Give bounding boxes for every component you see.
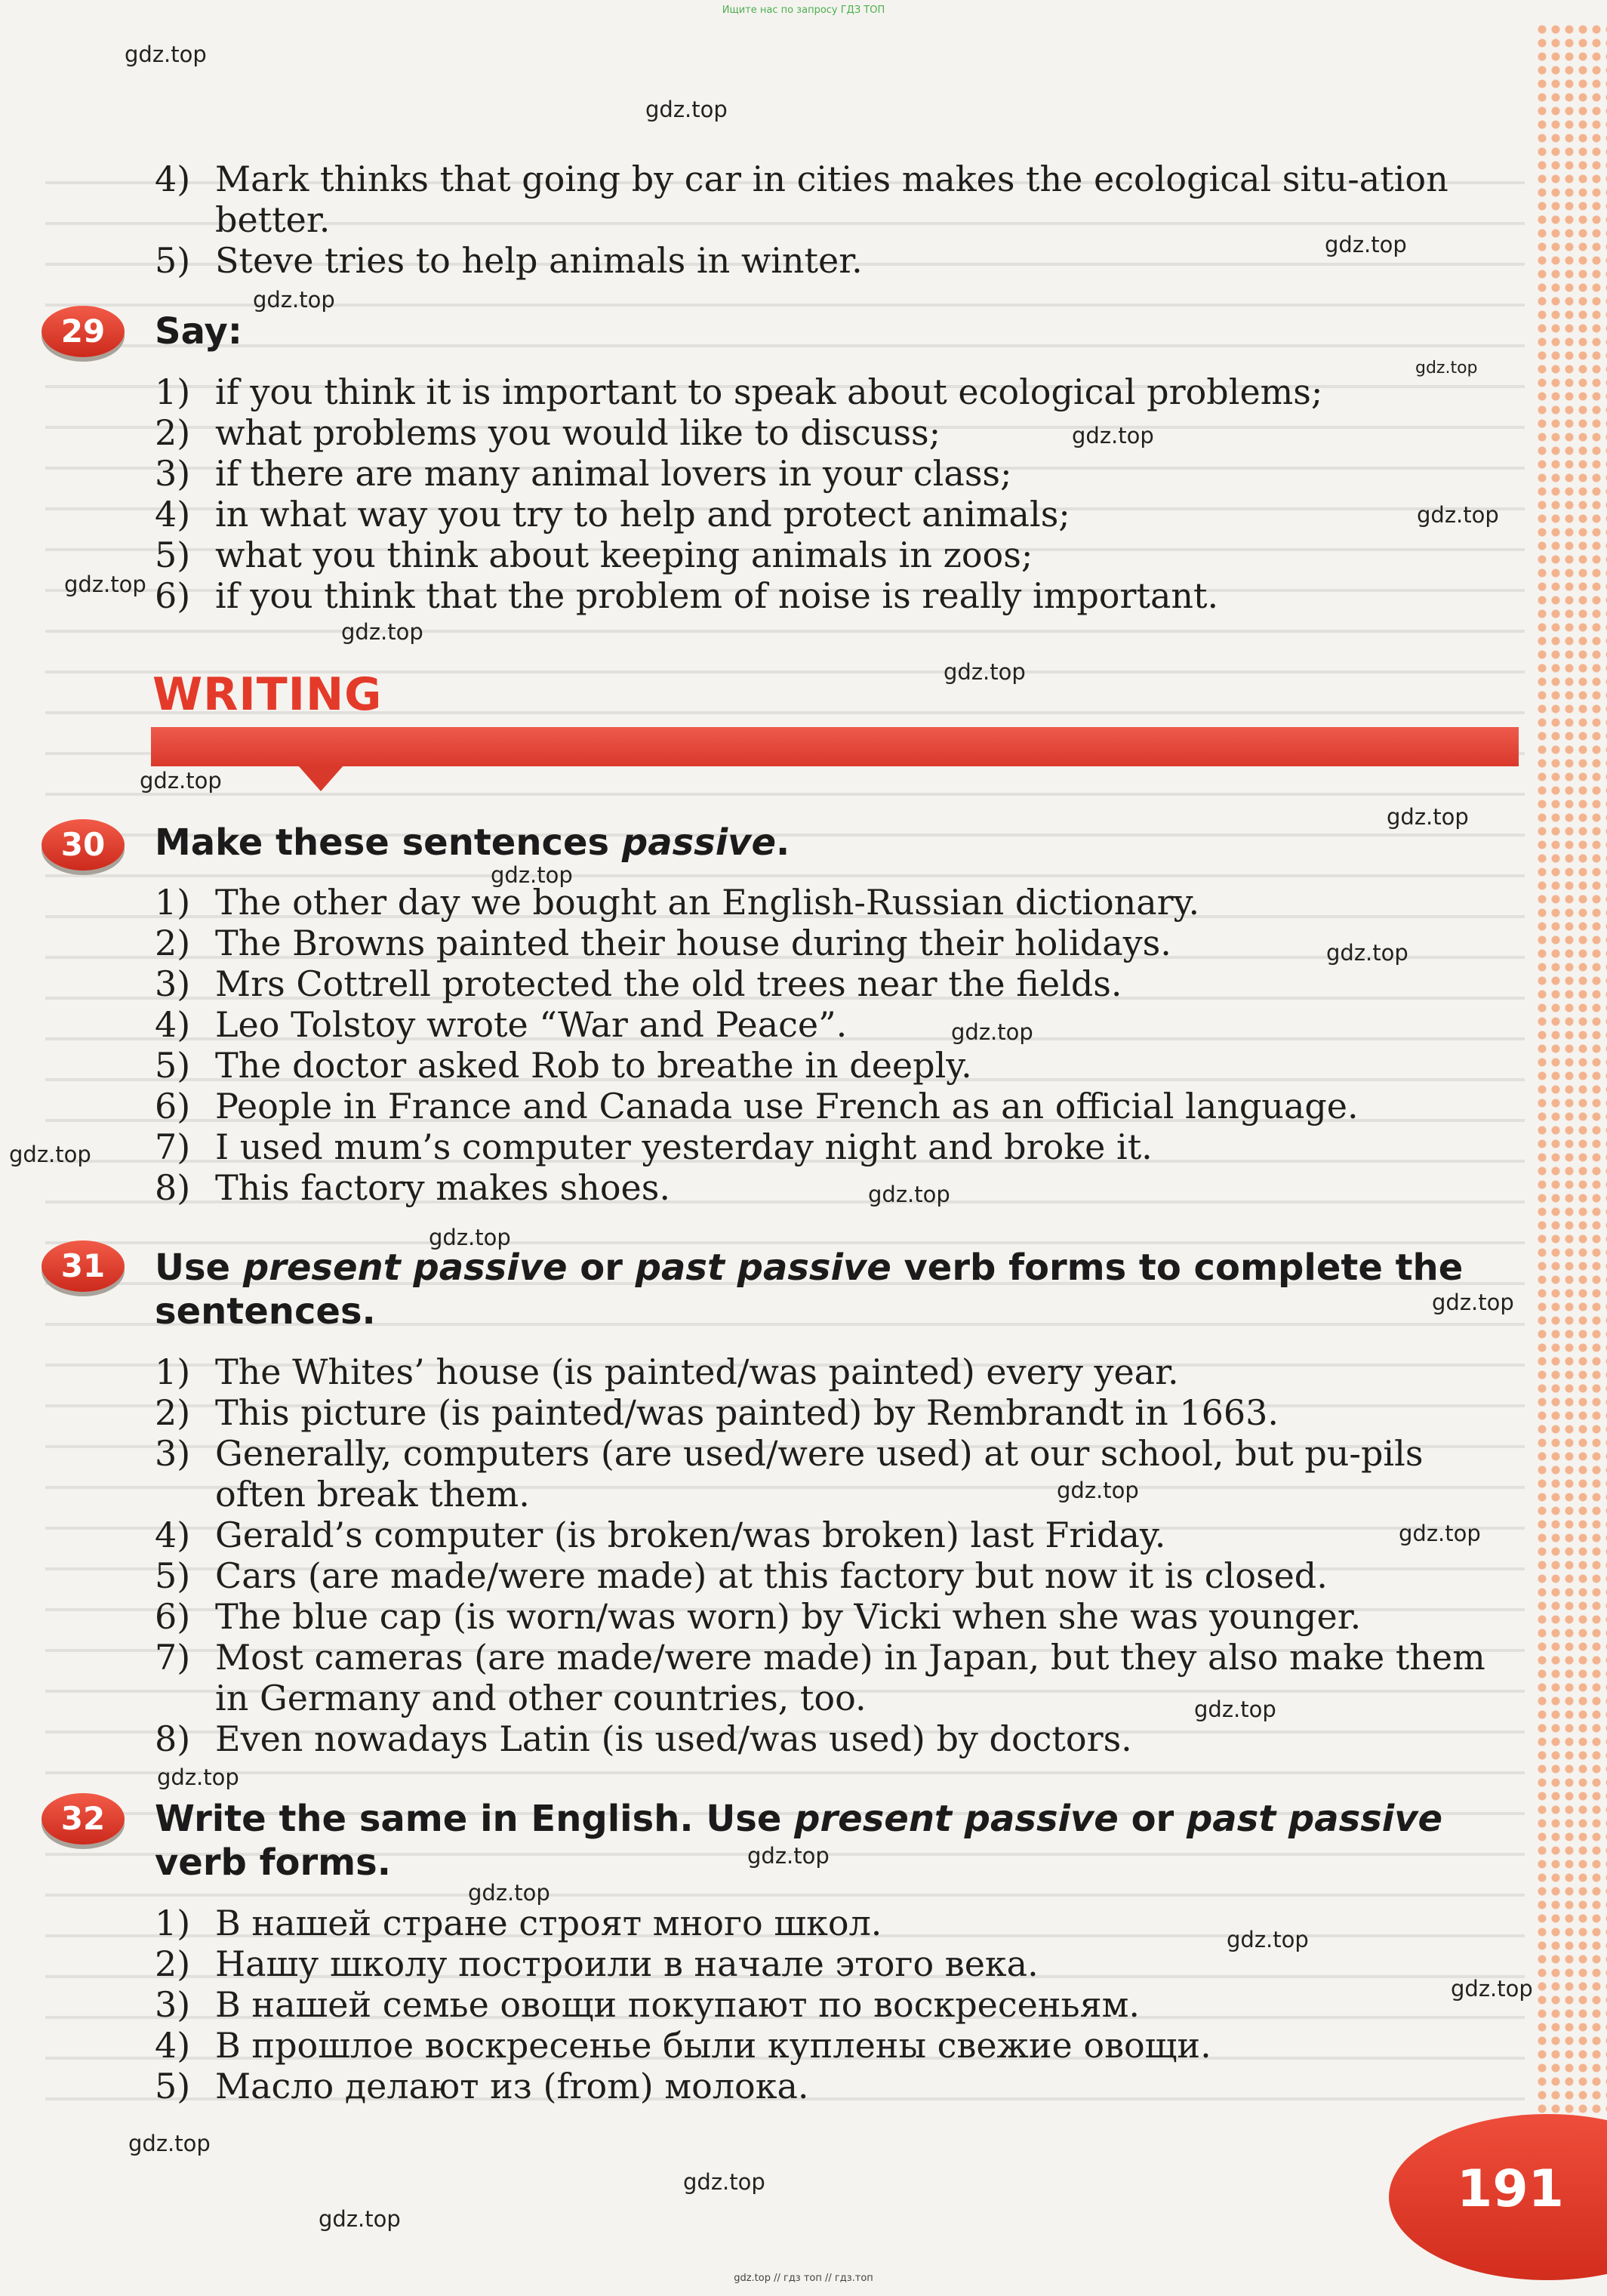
page-number: 191	[1457, 2159, 1564, 2219]
watermark: gdz.top	[341, 619, 423, 645]
watermark: gdz.top	[253, 287, 335, 313]
section-title: WRITING	[152, 668, 383, 721]
exercise-number-badge: 32	[42, 1793, 125, 1845]
exercise-heading: Say:	[155, 310, 242, 353]
writing-section-bar	[151, 727, 1519, 766]
watermark: gdz.top	[645, 97, 728, 122]
writing-section-pointer	[298, 766, 343, 791]
list-item: 2) The Browns painted their house during their holidays.	[155, 923, 1171, 963]
dotted-margin-decoration	[1535, 23, 1607, 2114]
list-item: 5) Steve tries to help animals in winter.	[155, 240, 863, 281]
watermark: gdz.top	[1227, 1927, 1309, 1952]
list-item: 1) The other day we bought an English-Russian dictionary.	[155, 882, 1200, 923]
list-item: 8) This factory makes shoes.	[155, 1167, 670, 1208]
list-item: 4) Mark thinks that going by car in cities makes the ecological situ-ation better.	[155, 159, 1448, 240]
watermark: gdz.top	[1326, 940, 1408, 966]
list-item: 1) The Whites’ house (is painted/was painted) every year.	[155, 1351, 1179, 1392]
watermark: gdz.top	[64, 572, 146, 597]
list-item: 4) Leo Tolstoy wrote “War and Peace”.	[155, 1004, 848, 1045]
list-item: 1) if you think it is important to speak about ecological problems;	[155, 371, 1323, 412]
watermark: gdz.top	[491, 862, 573, 888]
watermark: gdz.top	[868, 1182, 950, 1207]
list-item: 5) what you think about keeping animals in zoos;	[155, 535, 1033, 575]
watermark: gdz.top	[1387, 804, 1469, 830]
list-item: 7) Most cameras (are made/were made) in Japan, but they also make them in Germany and other countries, too.	[155, 1637, 1485, 1718]
watermark: gdz.top	[683, 2169, 765, 2195]
list-item: 2) what problems you would like to discuss;	[155, 412, 941, 453]
watermark: gdz.top	[747, 1843, 830, 1869]
list-item: 6) The blue cap (is worn/was worn) by Vicki when she was younger.	[155, 1596, 1362, 1637]
list-item: 1) В нашей стране строят много школ.	[155, 1903, 882, 1943]
list-item: 3) В нашей семье овощи покупают по воскресеньям.	[155, 1984, 1140, 2025]
watermark: gdz.top	[319, 2206, 401, 2232]
list-item: 8) Even nowadays Latin (is used/was used) by doctors.	[155, 1718, 1132, 1759]
exercise-30-list	[155, 882, 1521, 1208]
list-item: 4) В прошлое воскресенье были куплены свежие овощи.	[155, 2025, 1211, 2066]
list-item: 2) This picture (is painted/was painted) by Rembrandt in 1663.	[155, 1392, 1279, 1433]
watermark: gdz.top	[140, 768, 222, 794]
watermark: gdz.top	[125, 42, 207, 67]
list-item: 3) Mrs Cottrell protected the old trees near the fields.	[155, 963, 1122, 1004]
watermark: gdz.top	[1432, 1290, 1514, 1315]
watermark: gdz.top	[1415, 359, 1478, 378]
list-item: 3) Generally, computers (are used/were used) at our school, but pu-pils often break them.	[155, 1433, 1424, 1515]
list-item: 7) I used mum’s computer yesterday night and broke it.	[155, 1126, 1153, 1167]
exercise-heading: Write the same in English. Use present passive or past passive verb forms.	[155, 1798, 1443, 1884]
exercise-31-list	[155, 1351, 1521, 1759]
list-item: 6) if you think that the problem of noise is really important.	[155, 575, 1219, 616]
watermark: gdz.top	[157, 1764, 239, 1790]
watermark: gdz.top	[1057, 1478, 1139, 1503]
exercise-29-list	[155, 371, 1521, 616]
watermark: gdz.top	[1417, 502, 1499, 528]
watermark: gdz.top	[128, 2131, 211, 2156]
watermark: gdz.top	[1451, 1976, 1533, 2002]
watermark: gdz.top	[9, 1142, 91, 1167]
list-item: 5) Cars (are made/were made) at this factory but now it is closed.	[155, 1555, 1328, 1596]
list-item: 5) Масло делают из (from) молока.	[155, 2066, 809, 2106]
top-note: Ищите нас по запросу ГДЗ ТОП	[722, 5, 885, 16]
watermark: gdz.top	[468, 1880, 550, 1906]
exercise-number-badge: 29	[42, 306, 125, 357]
watermark: gdz.top	[1325, 232, 1407, 257]
watermark: gdz.top	[1399, 1521, 1481, 1546]
exercise-number-badge: 31	[42, 1240, 125, 1292]
exercise-number-badge: 30	[42, 819, 125, 871]
watermark: gdz.top	[1194, 1697, 1276, 1722]
list-item: 6) People in France and Canada use French as an official language.	[155, 1086, 1359, 1126]
list-item: 3) if there are many animal lovers in your class;	[155, 453, 1012, 494]
watermark: gdz.top	[429, 1225, 511, 1250]
watermark: gdz.top	[951, 1019, 1033, 1045]
watermark: gdz.top	[1072, 423, 1154, 448]
watermark: gdz.top	[944, 659, 1026, 685]
list-item: 4) in what way you try to help and protect animals;	[155, 494, 1070, 535]
exercise-32-list	[155, 1903, 1521, 2106]
list-item: 5) The doctor asked Rob to breathe in deeply.	[155, 1045, 972, 1086]
exercise-heading: Make these sentences passive.	[155, 821, 790, 864]
bottom-note: gdz.top // гдз топ // гдз.топ	[734, 2273, 873, 2284]
continued-items	[155, 159, 1521, 281]
exercise-heading: Use present passive or past passive verb forms to complete the sentences.	[155, 1247, 1464, 1333]
list-item: 2) Нашу школу построили в начале этого века.	[155, 1943, 1039, 1984]
list-item: 4) Gerald’s computer (is broken/was broken) last Friday.	[155, 1515, 1166, 1555]
